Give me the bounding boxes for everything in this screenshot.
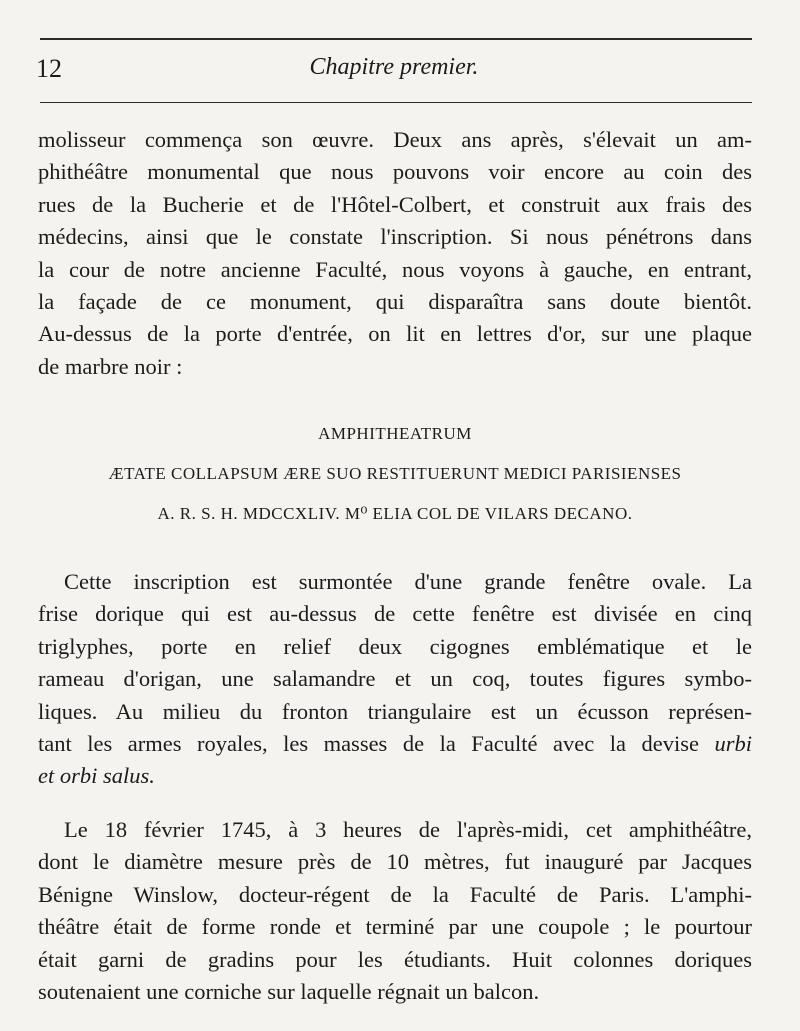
paragraph-3 [38,814,752,1008]
text-line: théâtre était de forme ronde et terminé par une coupole ; le pourtour [38,914,752,940]
text-line: phithéâtre monumental que nous pouvons voir encore au coin des [38,159,752,185]
inscription-line: AMPHITHEATRUM [318,424,472,443]
inscription-line: A. R. S. H. MDCCXLIV. M⁰ ELIA COL DE VILARS DECANO. [157,504,633,523]
text-line: de marbre noir : [38,353,183,379]
text-line: dont le diamètre mesure près de 10 mètres, fut inauguré par Jacques [38,849,752,875]
header-top-rule [40,38,752,40]
text-line: frise dorique qui est au-dessus de cette fenêtre est divisée en cinq [38,601,752,627]
text-line: molisseur commença son œuvre. Deux ans après, s'élevait un am- [38,127,752,152]
text-line: était garni de gradins pour les étudiants. Huit colonnes doriques [38,946,752,972]
inscription [38,414,752,534]
running-title: Chapitre premier. [309,54,479,80]
text-line: la cour de notre ancienne Faculté, nous voyons à gauche, en entrant, [38,256,752,282]
page-header [36,54,752,90]
text-line: médecins, ainsi que le constate l'inscription. Si nous pénétrons dans [38,224,752,250]
text-line: Au-dessus de la porte d'entrée, on lit en lettres d'or, sur une plaque [38,321,752,347]
paragraph-2 [38,566,752,793]
text-line [38,728,752,760]
page-number: 12 [36,54,62,83]
text-line: triglyphes, porte en relief deux cigognes emblématique et le [38,633,752,659]
header-bottom-rule [40,102,752,103]
paragraph-1 [38,124,752,383]
text-line: Bénigne Winslow, docteur-régent de la Faculté de Paris. L'amphi- [38,881,752,907]
text-line: liques. Au milieu du fronton triangulaire est un écusson représen- [38,698,752,724]
text-line: la façade de ce monument, qui disparaîtra sans doute bientôt. [38,288,752,314]
text-line: Le 18 février 1745, à 3 heures de l'après-midi, cet amphithéâtre, [64,817,752,842]
text-line: rameau d'origan, une salamandre et un coq, toutes figures symbo- [38,666,752,692]
text-line: Cette inscription est surmontée d'une grande fenêtre ovale. La [64,569,752,594]
text-span: tant les armes royales, les masses de la Faculté avec la devise [38,730,699,756]
inscription-line: ÆTATE COLLAPSUM ÆRE SUO RESTITUERUNT MEDICI PARISIENSES [108,464,682,483]
text-line: rues de la Bucherie et de l'Hôtel-Colbert, et construit aux frais des [38,191,752,217]
text-line: soutenaient une corniche sur laquelle régnait un balcon. [38,978,540,1004]
motto-italic: urbi [714,730,753,756]
motto-italic-line: et orbi salus. [38,763,155,789]
